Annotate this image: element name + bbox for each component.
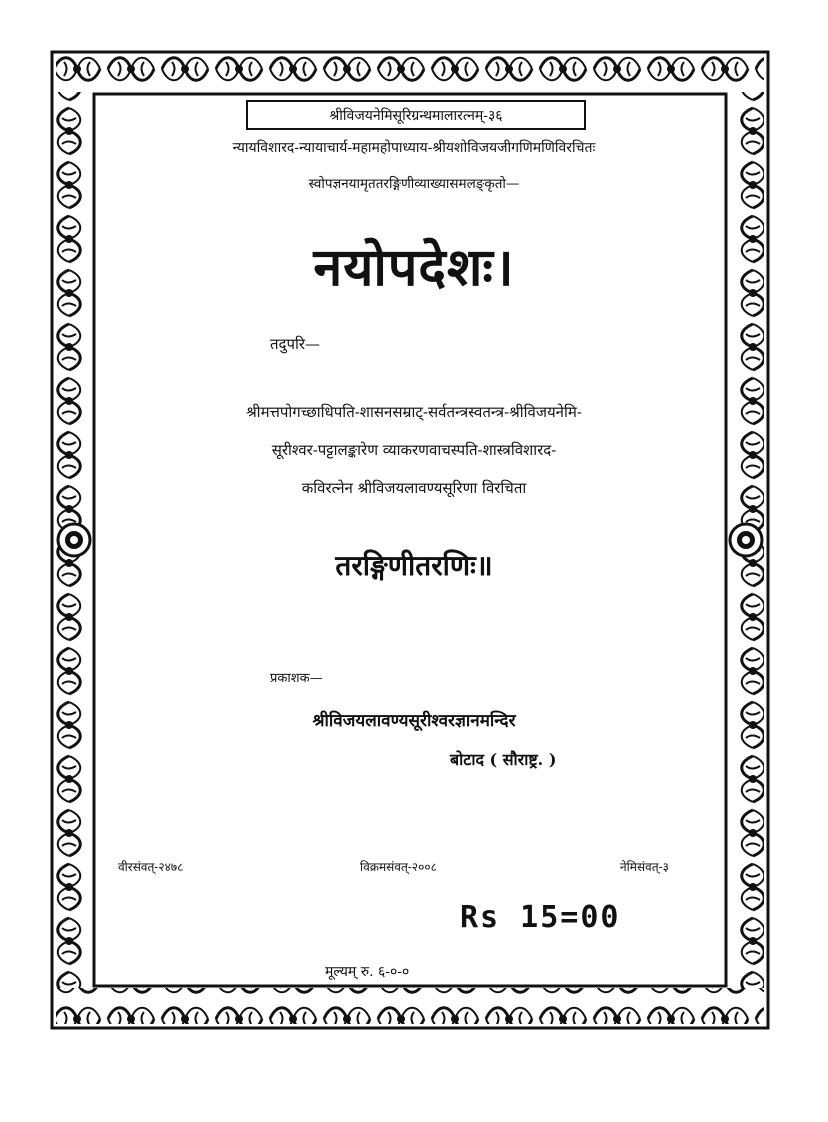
commentator-line-3: कविरत्नेन श्रीविजयलावण्यसूरिणा विरचिता <box>301 479 527 497</box>
tadupari-label: तदुपरि— <box>270 335 321 353</box>
book-title: नयोपदेशः। <box>313 237 515 298</box>
price-stamp: Rs 15=00 <box>460 900 621 935</box>
publisher-label: प्रकाशक— <box>270 671 323 686</box>
price-line: मूल्यम् रु. ६-०-० <box>325 964 410 980</box>
title-page-content <box>100 100 728 980</box>
vira-samvat: वीरसंवत्-२४७८ <box>118 860 184 874</box>
commentator-line-1: श्रीमत्तपोगच्छाधिपति-शासनसम्राट्-सर्वतन्त्रस्वतन्त्र-श्रीविजयनेमि- <box>246 403 582 421</box>
nemi-samvat: नेमिसंवत्-३ <box>620 860 669 874</box>
commentator-line-2: सूरीश्वर-पट्टालङ्कारेण व्याकरणवाचस्पति-शास्त्रविशारद- <box>271 441 557 459</box>
publisher-place: बोटाद ( सौराष्ट्र. ) <box>450 750 557 769</box>
series-label: श्रीविजयनेमिसूरिग्रन्थमालारत्नम्-३६ <box>246 100 586 130</box>
publisher-name: श्रीविजयलावण्यसूरीश्वरज्ञानमन्दिर <box>312 711 516 731</box>
vikrama-samvat: विक्रमसंवत्-२००८ <box>360 860 437 874</box>
commentary-line: स्वोपज्ञनयामृततरङ्गिणीव्याख्यासमलङ्कृतो— <box>308 176 520 192</box>
left-rosette-icon <box>58 524 90 556</box>
right-rosette-icon <box>730 524 762 556</box>
author-line: न्यायविशारद-न्यायाचार्य-महामहोपाध्याय-श्रीयशोविजयजीगणिमणिविरचितः <box>232 140 596 156</box>
commentary-title: तरङ्गिणीतरणिः॥ <box>335 549 493 582</box>
